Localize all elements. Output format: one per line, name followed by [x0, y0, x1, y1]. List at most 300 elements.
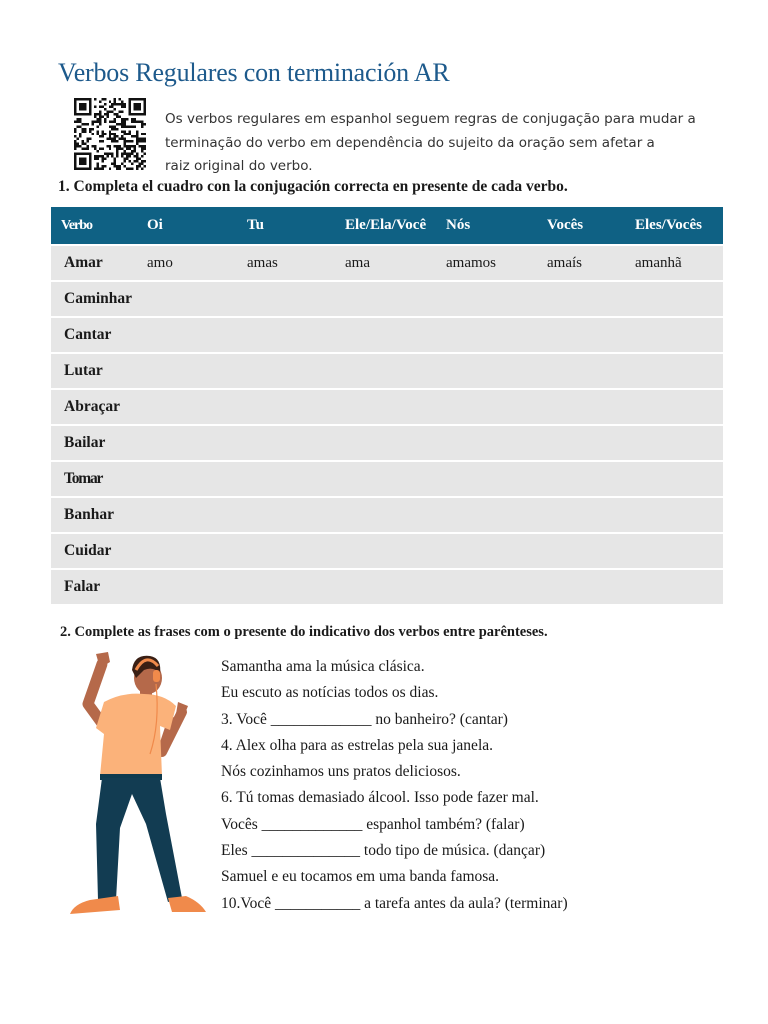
qr-module	[104, 98, 106, 100]
verb-cell: Bailar	[51, 425, 137, 461]
qr-module	[129, 125, 131, 127]
qr-module	[139, 103, 141, 105]
qr-module	[76, 145, 78, 147]
form-cell[interactable]	[537, 281, 625, 317]
qr-module	[131, 168, 133, 170]
form-cell[interactable]	[137, 461, 237, 497]
qr-module	[114, 113, 116, 115]
qr-module	[141, 148, 143, 150]
qr-module	[101, 115, 103, 117]
form-cell[interactable]: amamos	[436, 245, 537, 281]
qr-module	[89, 110, 91, 112]
qr-module	[121, 110, 123, 112]
qr-module	[144, 113, 146, 115]
qr-module	[114, 165, 116, 167]
form-cell[interactable]	[436, 425, 537, 461]
form-cell[interactable]	[625, 281, 723, 317]
qr-module	[119, 115, 121, 117]
table-row	[51, 569, 723, 605]
form-cell[interactable]	[237, 533, 335, 569]
qr-module	[119, 148, 121, 150]
qr-module	[124, 120, 126, 122]
header-voces: Vocês	[537, 207, 625, 245]
qr-module	[144, 110, 146, 112]
exercise-2-instruction: 2. Complete as frases com o presente do indicativo dos verbos entre parênteses.	[60, 624, 548, 640]
qr-module	[126, 118, 128, 120]
form-cell[interactable]: amo	[137, 245, 237, 281]
qr-module	[116, 103, 118, 105]
qr-module	[121, 135, 123, 137]
form-cell[interactable]	[625, 533, 723, 569]
qr-module	[84, 158, 86, 160]
qr-module	[109, 133, 111, 135]
exercise-1-instruction: 1. Completa el cuadro con la conjugación correcta en presente de cada verbo.	[58, 178, 568, 195]
form-cell[interactable]	[137, 317, 237, 353]
form-cell[interactable]	[335, 389, 436, 425]
qr-module	[124, 153, 126, 155]
form-cell[interactable]	[237, 497, 335, 533]
qr-module	[99, 135, 101, 137]
qr-module	[119, 168, 121, 170]
form-cell[interactable]	[436, 281, 537, 317]
qr-module	[116, 165, 118, 167]
table-row	[51, 317, 723, 353]
qr-module	[131, 113, 133, 115]
qr-module	[79, 163, 81, 165]
form-cell[interactable]	[436, 353, 537, 389]
qr-module	[144, 153, 146, 155]
qr-module	[89, 160, 91, 162]
qr-module	[124, 145, 126, 147]
form-cell[interactable]	[137, 389, 237, 425]
header-nos: Nós	[436, 207, 537, 245]
qr-module	[86, 168, 88, 170]
qr-module	[141, 138, 143, 140]
form-cell[interactable]	[625, 353, 723, 389]
qr-module	[121, 105, 123, 107]
qr-module	[89, 158, 91, 160]
qr-module	[96, 130, 98, 132]
qr-module	[144, 145, 146, 147]
form-cell[interactable]	[335, 353, 436, 389]
form-cell[interactable]: amaís	[537, 245, 625, 281]
table-row	[51, 533, 723, 569]
verb-cell: Cuidar	[51, 533, 137, 569]
qr-module	[124, 118, 126, 120]
sentence-item[interactable]: Vocês _____________ espanhol também? (falar)	[221, 815, 525, 833]
qr-module	[136, 158, 138, 160]
form-cell[interactable]	[137, 569, 237, 605]
qr-module	[94, 105, 96, 107]
qr-module	[114, 120, 116, 122]
form-cell[interactable]: amas	[237, 245, 335, 281]
qr-module	[134, 125, 136, 127]
qr-module	[76, 143, 78, 145]
qr-module	[84, 153, 86, 155]
qr-module	[134, 105, 136, 107]
qr-module	[126, 145, 128, 147]
qr-module	[131, 140, 133, 142]
form-cell[interactable]	[436, 461, 537, 497]
qr-module	[101, 148, 103, 150]
qr-module	[141, 163, 143, 165]
qr-module	[109, 110, 111, 112]
qr-module	[131, 98, 133, 100]
form-cell[interactable]	[537, 353, 625, 389]
qr-module	[126, 153, 128, 155]
qr-module	[74, 168, 76, 170]
qr-module	[79, 120, 81, 122]
qr-module	[134, 118, 136, 120]
qr-module	[79, 108, 81, 110]
qr-module	[106, 110, 108, 112]
qr-module	[141, 133, 143, 135]
qr-module	[126, 125, 128, 127]
qr-module	[106, 113, 108, 115]
qr-module	[129, 130, 131, 132]
form-cell[interactable]: amanhã	[625, 245, 723, 281]
qr-module	[74, 110, 76, 112]
qr-module	[144, 133, 146, 135]
qr-module	[144, 138, 146, 140]
qr-module	[74, 153, 76, 155]
qr-module	[91, 128, 93, 130]
qr-module	[81, 103, 83, 105]
qr-module	[99, 113, 101, 115]
qr-module	[101, 130, 103, 132]
qr-module	[136, 138, 138, 140]
qr-module	[79, 118, 81, 120]
qr-module	[116, 155, 118, 157]
qr-module	[79, 103, 81, 105]
qr-module	[84, 103, 86, 105]
qr-module	[144, 123, 146, 125]
header-ele-ela-voce: Ele/Ela/Você	[335, 207, 436, 245]
qr-module	[134, 108, 136, 110]
qr-module	[96, 163, 98, 165]
table-row	[51, 389, 723, 425]
form-cell[interactable]	[625, 317, 723, 353]
qr-module	[139, 98, 141, 100]
form-cell[interactable]	[237, 317, 335, 353]
qr-module	[76, 138, 78, 140]
qr-module	[89, 165, 91, 167]
table-row	[51, 425, 723, 461]
qr-module	[121, 163, 123, 165]
qr-module	[94, 158, 96, 160]
qr-module	[89, 138, 91, 140]
qr-module	[129, 133, 131, 135]
form-cell[interactable]	[436, 569, 537, 605]
sentence-item[interactable]: 3. Você _____________ no banheiro? (cantar)	[221, 710, 508, 728]
qr-module	[99, 120, 101, 122]
qr-module	[79, 98, 81, 100]
form-cell[interactable]	[335, 497, 436, 533]
qr-module	[94, 113, 96, 115]
qr-module	[139, 158, 141, 160]
qr-module	[74, 143, 76, 145]
qr-module	[81, 123, 83, 125]
intro-line: raiz original do verbo.	[165, 158, 313, 174]
qr-module	[109, 100, 111, 102]
qr-module	[126, 168, 128, 170]
qr-module	[81, 140, 83, 142]
table-header-row	[51, 207, 723, 245]
qr-module	[99, 110, 101, 112]
form-cell[interactable]	[436, 389, 537, 425]
qr-module	[96, 168, 98, 170]
form-cell[interactable]	[625, 425, 723, 461]
qr-module	[79, 113, 81, 115]
qr-module	[116, 153, 118, 155]
qr-module	[101, 98, 103, 100]
form-cell[interactable]	[237, 569, 335, 605]
qr-module	[116, 145, 118, 147]
qr-module	[141, 168, 143, 170]
qr-module	[109, 138, 111, 140]
qr-module	[76, 125, 78, 127]
qr-module	[104, 133, 106, 135]
qr-module	[141, 123, 143, 125]
qr-module	[129, 160, 131, 162]
qr-module	[139, 108, 141, 110]
qr-module	[89, 153, 91, 155]
qr-module	[84, 123, 86, 125]
qr-module	[84, 163, 86, 165]
form-cell[interactable]	[137, 533, 237, 569]
qr-module	[131, 145, 133, 147]
qr-module	[119, 98, 121, 100]
form-cell[interactable]	[537, 461, 625, 497]
form-cell[interactable]	[625, 389, 723, 425]
form-cell[interactable]	[625, 461, 723, 497]
form-cell[interactable]	[137, 497, 237, 533]
qr-module	[144, 160, 146, 162]
qr-module	[111, 140, 113, 142]
qr-module	[111, 105, 113, 107]
qr-module	[141, 140, 143, 142]
qr-module	[74, 158, 76, 160]
header-verbo: Verbo	[51, 207, 137, 245]
qr-module	[139, 120, 141, 122]
qr-module	[74, 165, 76, 167]
qr-module	[121, 100, 123, 102]
qr-module	[81, 158, 83, 160]
qr-module	[136, 98, 138, 100]
qr-module	[94, 120, 96, 122]
qr-module	[99, 168, 101, 170]
qr-module	[111, 133, 113, 135]
form-cell[interactable]	[625, 569, 723, 605]
form-cell[interactable]	[137, 281, 237, 317]
qr-module	[126, 133, 128, 135]
qr-module	[126, 140, 128, 142]
qr-module	[116, 168, 118, 170]
qr-module	[74, 103, 76, 105]
qr-module	[119, 138, 121, 140]
form-cell[interactable]	[137, 353, 237, 389]
qr-module	[81, 98, 83, 100]
qr-module	[76, 120, 78, 122]
qr-module	[101, 133, 103, 135]
form-cell[interactable]	[237, 281, 335, 317]
form-cell[interactable]	[335, 569, 436, 605]
qr-module	[136, 155, 138, 157]
sentence-item: 6. Tú tomas demasiado álcool. Isso pode fazer mal.	[221, 789, 539, 807]
qr-module	[89, 130, 91, 132]
qr-module	[111, 138, 113, 140]
qr-module	[111, 128, 113, 130]
form-cell[interactable]	[237, 353, 335, 389]
qr-module	[144, 108, 146, 110]
qr-module	[136, 103, 138, 105]
form-cell[interactable]	[537, 425, 625, 461]
form-cell[interactable]	[436, 533, 537, 569]
sentence-item[interactable]: 10.Você ___________ a tarefa antes da aula? (terminar)	[221, 894, 568, 912]
qr-module	[74, 163, 76, 165]
qr-module	[129, 98, 131, 100]
qr-module	[96, 125, 98, 127]
qr-module	[104, 113, 106, 115]
qr-module	[121, 123, 123, 125]
form-cell[interactable]	[436, 317, 537, 353]
form-cell[interactable]	[237, 461, 335, 497]
form-cell[interactable]	[237, 389, 335, 425]
qr-module	[99, 118, 101, 120]
qr-module	[119, 110, 121, 112]
qr-module	[84, 143, 86, 145]
qr-module	[86, 148, 88, 150]
qr-module	[74, 160, 76, 162]
qr-module	[106, 115, 108, 117]
qr-module	[106, 155, 108, 157]
form-cell[interactable]	[237, 425, 335, 461]
form-cell[interactable]	[335, 425, 436, 461]
qr-module	[86, 123, 88, 125]
qr-module	[84, 148, 86, 150]
qr-module	[136, 168, 138, 170]
verb-cell: Amar	[51, 245, 137, 281]
qr-module	[144, 165, 146, 167]
qr-module	[84, 168, 86, 170]
qr-module	[121, 138, 123, 140]
qr-module	[136, 153, 138, 155]
qr-module	[131, 150, 133, 152]
qr-module	[136, 135, 138, 137]
qr-module	[134, 150, 136, 152]
qr-module	[141, 160, 143, 162]
qr-module	[104, 120, 106, 122]
qr-module	[124, 143, 126, 145]
qr-module	[76, 118, 78, 120]
qr-module	[114, 145, 116, 147]
sentence-item[interactable]: Eles ______________ todo tipo de música. (dançar)	[221, 842, 546, 860]
table-row	[51, 461, 723, 497]
form-cell[interactable]	[436, 497, 537, 533]
qr-module	[91, 145, 93, 147]
qr-module	[109, 148, 111, 150]
qr-module	[141, 145, 143, 147]
qr-module	[121, 148, 123, 150]
qr-module	[74, 130, 76, 132]
form-cell[interactable]	[335, 533, 436, 569]
qr-module	[86, 145, 88, 147]
qr-module	[74, 113, 76, 115]
qr-module	[126, 158, 128, 160]
qr-module	[84, 113, 86, 115]
form-cell[interactable]: ama	[335, 245, 436, 281]
qr-module	[134, 113, 136, 115]
qr-module	[84, 108, 86, 110]
qr-module	[129, 145, 131, 147]
qr-module	[136, 130, 138, 132]
qr-module	[114, 163, 116, 165]
qr-module	[144, 100, 146, 102]
form-cell[interactable]	[537, 497, 625, 533]
qr-module	[81, 130, 83, 132]
qr-module	[114, 138, 116, 140]
qr-module	[81, 160, 83, 162]
form-cell[interactable]	[537, 569, 625, 605]
form-cell[interactable]	[335, 281, 436, 317]
form-cell[interactable]	[537, 389, 625, 425]
sentence-item: Nós cozinhamos uns pratos deliciosos.	[221, 763, 461, 781]
qr-module	[124, 123, 126, 125]
qr-module	[121, 130, 123, 132]
qr-module	[109, 130, 111, 132]
qr-module	[74, 140, 76, 142]
qr-module	[129, 103, 131, 105]
qr-module	[141, 155, 143, 157]
form-cell[interactable]	[335, 461, 436, 497]
qr-module	[129, 108, 131, 110]
qr-module	[121, 120, 123, 122]
qr-module	[114, 118, 116, 120]
qr-module	[134, 120, 136, 122]
qr-module	[89, 103, 91, 105]
qr-module	[94, 148, 96, 150]
qr-module	[79, 145, 81, 147]
qr-module	[129, 100, 131, 102]
qr-module	[114, 133, 116, 135]
form-cell[interactable]	[537, 533, 625, 569]
qr-module	[104, 165, 106, 167]
qr-module	[131, 125, 133, 127]
form-cell[interactable]	[137, 425, 237, 461]
qr-module	[124, 133, 126, 135]
qr-module	[106, 153, 108, 155]
form-cell[interactable]	[335, 317, 436, 353]
qr-module	[119, 145, 121, 147]
qr-module	[101, 158, 103, 160]
qr-module	[104, 103, 106, 105]
qr-module	[89, 128, 91, 130]
qr-module	[84, 98, 86, 100]
qr-module	[81, 153, 83, 155]
verb-cell: Banhar	[51, 497, 137, 533]
qr-module	[116, 150, 118, 152]
qr-module	[96, 150, 98, 152]
qr-module	[74, 128, 76, 130]
form-cell[interactable]	[625, 497, 723, 533]
qr-module	[114, 103, 116, 105]
form-cell[interactable]	[537, 317, 625, 353]
qr-module	[136, 108, 138, 110]
qr-module	[101, 140, 103, 142]
qr-module	[81, 148, 83, 150]
qr-module	[96, 133, 98, 135]
qr-module	[136, 140, 138, 142]
